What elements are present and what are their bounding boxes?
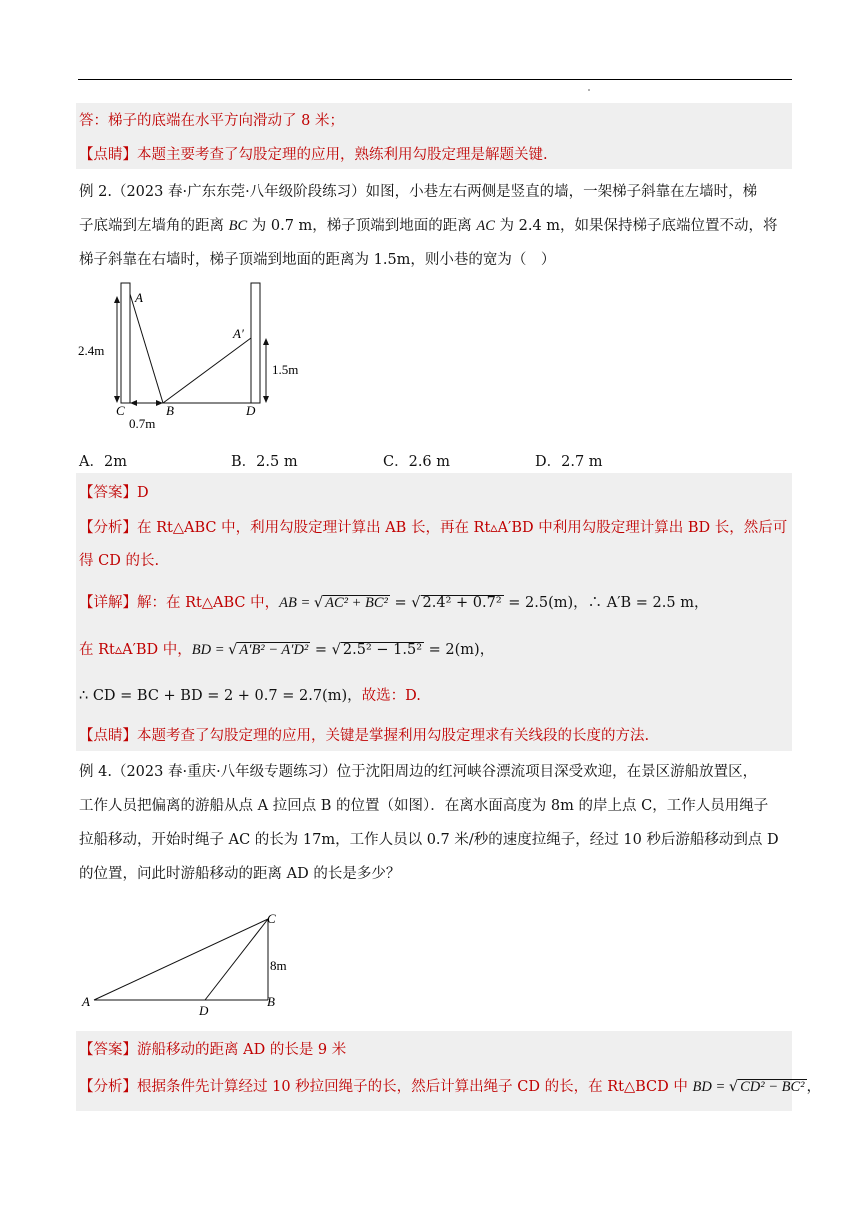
header-dot	[588, 89, 590, 91]
option-c: C．2.6 m	[383, 454, 451, 470]
analysis-line-4: 【分析】根据条件先计算经过 10 秒拉回绳子的长，然后计算出绳子 CD 的长，在 Rt△BCD 中 BD = √ CD² − BC² ，	[79, 1079, 822, 1095]
answer-line-4: 【答案】游船移动的距离 AD 的长是 9 米	[79, 1042, 347, 1058]
label-D: D	[199, 1003, 209, 1018]
dianjing-line-2: 【点睛】本题考查了勾股定理的应用，关键是掌握利用勾股定理求有关线段的长度的方法.	[79, 728, 650, 744]
dianjing-text: 本题主要考查了勾股定理的应用，熟练利用勾股定理是解题关键.	[137, 147, 548, 163]
detail-line-3: ∴ CD = BC + BD = 2 + 0.7 = 2.7(m)，故选：D.	[79, 688, 421, 704]
answer-label: 答：	[79, 113, 108, 129]
answer-line	[79, 111, 344, 131]
label-A-prime: A′	[233, 326, 244, 341]
label-D: D	[246, 403, 256, 418]
ex2-line-3: 梯子斜靠在右墙时，梯子顶端到地面的距离为 1.5m，则小巷的宽为（ ）	[79, 252, 556, 268]
label-C: C	[116, 403, 125, 418]
option-b: B．2.5 m	[231, 454, 298, 470]
label-0-7m: 0.7m	[129, 416, 156, 430]
label-A: A	[135, 290, 143, 305]
boat-rope-figure	[80, 905, 310, 1020]
dianjing-line-1	[79, 145, 548, 165]
answer-text: 梯子的底端在水平方向滑动了 8 米；	[108, 113, 344, 129]
label-C: C	[267, 911, 276, 926]
analysis-line-1: 【分析】在 Rt△ABC 中，利用勾股定理计算出 AB 长，再在 Rt▵A′BD 中利用勾股定理计算出 BD 长，然后可	[79, 520, 788, 536]
label-1-5m: 1.5m	[272, 362, 299, 377]
ex2-line-2: 子底端到左墙角的距离 BC 为 0.7 m，梯子顶端到地面的距离 AC 为 2.4 m，如果保持梯子底端位置不动，将	[79, 218, 778, 234]
label-B: B	[267, 994, 275, 1009]
label-2-4m: 2.4m	[78, 343, 105, 358]
ex2-line-1: 例 2.（2023 春·广东东莞·八年级阶段练习）如图，小巷左右两侧是竖直的墙，一架梯子斜靠在左墙时，梯	[79, 184, 758, 200]
ex4-line-1: 例 4.（2023 春·重庆·八年级专题练习）位于沈阳周边的红河峡谷漂流项目深受欢迎，在景区游船放置区，	[79, 764, 758, 780]
ex4-line-3: 拉船移动，开始时绳子 AC 的长为 17m，工作人员以 0.7 米/秒的速度拉绳子，经过 10 秒后游船移动到点 D	[79, 832, 779, 848]
detail-line-1: 【详解】解：在 Rt△ABC 中，AB = √ AC² + BC² = √ 2.4² + 0.7² = 2.5(m)，∴ A′B = 2.5 m，	[79, 595, 709, 611]
alley-ladder-figure	[76, 280, 316, 430]
label-8m: 8m	[270, 958, 287, 973]
label-B: B	[166, 403, 174, 418]
dianjing-label: 【点睛】	[79, 147, 137, 163]
ex4-line-2: 工作人员把偏离的游船从点 A 拉回点 B 的位置（如图）．在离水面高度为 8m 的岸上点 C，工作人员用绳子	[79, 798, 769, 814]
ex4-line-4: 的位置，问此时游船移动的距离 AD 的长是多少？	[79, 866, 401, 882]
option-d: D．2.7 m	[535, 454, 603, 470]
label-A: A	[82, 994, 90, 1009]
detail-line-2: 在 Rt▵A′BD 中，BD = √ A′B² − A′D² = √ 2.5² − 1.5² = 2(m)，	[79, 642, 495, 658]
header-rule	[78, 79, 792, 80]
answer-line-2: 【答案】D	[79, 485, 149, 501]
analysis-line-2: 得 CD 的长.	[79, 553, 160, 569]
option-a: A．2m	[79, 454, 127, 470]
